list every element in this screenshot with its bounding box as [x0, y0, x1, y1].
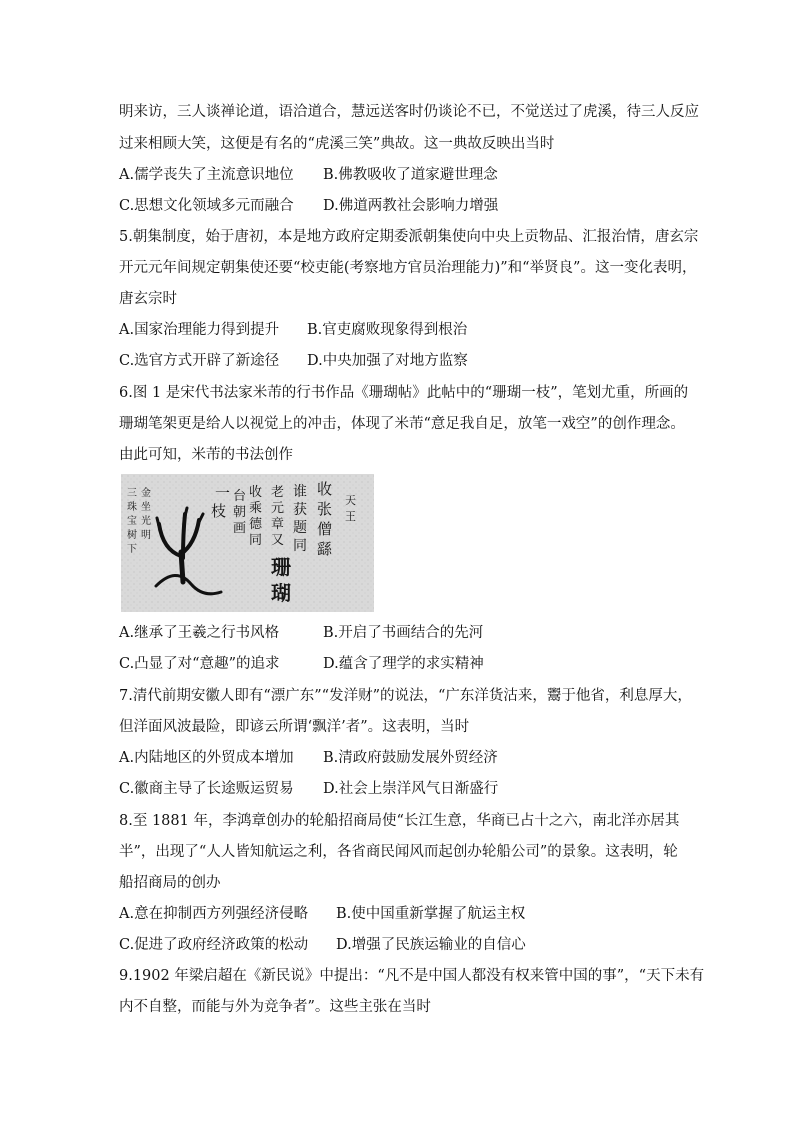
q7-text-line-1: 7.清代前期安徽人即有“漂广东”“发洋财”的说法，“广东洋货沽来，鬻于他省，利息厚大，: [119, 688, 692, 704]
q5-option-d: D.中央加强了对地方监察: [307, 353, 468, 369]
svg-text:画: 画: [233, 521, 247, 536]
q8-text-line-2: 半”，出现了“人人皆知航运之利，各省商民闻风而起创办轮船公司”的景象。这表明，轮: [119, 844, 678, 860]
svg-text:乘: 乘: [249, 501, 263, 516]
q4-option-c: C.思想文化领域多元而融合: [119, 198, 294, 214]
svg-text:宝: 宝: [127, 516, 137, 527]
q5-text-line-2: 开元元年间规定朝集使还要“校吏能(考察地方官员治理能力)”和“举贤良”。这一变化表明，: [119, 260, 697, 276]
svg-text:元: 元: [271, 501, 285, 516]
q4-option-b: B.佛教吸收了道家避世理念: [323, 167, 498, 183]
q4-option-a: A.儒学丧失了主流意识地位: [119, 167, 294, 183]
q5-option-b: B.官吏腐败现象得到根治: [307, 322, 468, 338]
q8-text-line-1: 8.至 1881 年，李鸿章创办的轮船招商局使“长江生意，华商已占十之六，南北洋亦居其: [119, 813, 680, 829]
q8-option-c: C.促进了政府经济政策的松动: [119, 937, 309, 953]
q7-option-a: A.内陆地区的外贸成本增加: [119, 750, 294, 766]
svg-text:天: 天: [345, 494, 356, 507]
svg-text:金: 金: [141, 488, 151, 499]
q4-option-d: D.佛道两教社会影响力增强: [323, 198, 499, 214]
svg-text:同: 同: [293, 538, 307, 554]
svg-text:明: 明: [141, 530, 151, 541]
q9-text-line-2: 内不自整，而能与外为竞争者”。这些主张在当时: [119, 999, 431, 1015]
svg-text:谁: 谁: [293, 484, 307, 500]
q4-text-line-2: 过来相顾大笑，这便是有名的“虎溪三笑”典故。这一典故反映出当时: [119, 136, 555, 152]
svg-text:王: 王: [345, 510, 356, 523]
q7-option-b: B.清政府鼓励发展外贸经济: [323, 750, 498, 766]
svg-text:珠: 珠: [127, 502, 137, 513]
svg-text:僧: 僧: [317, 520, 333, 538]
q5-text-line-1: 5.朝集制度，始于唐初，本是地方政府定期委派朝集使向中央上贡物品、汇报治情，唐玄宗: [119, 229, 699, 245]
svg-text:枝: 枝: [211, 502, 227, 520]
svg-text:老: 老: [271, 485, 285, 500]
q6-option-c: C.凸显了对“意趣”的追求: [119, 656, 280, 672]
svg-text:题: 题: [293, 520, 307, 536]
q5-text-line-3: 唐玄宗时: [119, 291, 177, 307]
q6-text-line-1: 6.图 1 是宋代书法家米芾的行书作品《珊瑚帖》此帖中的“珊瑚一枝”，笔划尤重，所画的: [119, 385, 689, 401]
q7-option-d: D.社会上崇洋风气日渐盛行: [323, 781, 499, 797]
q6-option-d: D.蕴含了理学的求实精神: [323, 656, 484, 672]
coral-calligraphy-figure: [121, 474, 374, 612]
svg-text:获: 获: [293, 502, 307, 518]
svg-text:下: 下: [127, 544, 137, 555]
svg-text:三: 三: [127, 488, 137, 499]
q8-option-d: D.增强了民族运输业的自信心: [336, 937, 526, 953]
svg-text:树: 树: [127, 530, 137, 541]
svg-text:收: 收: [249, 485, 263, 500]
svg-text:一: 一: [215, 484, 231, 502]
svg-text:德: 德: [249, 517, 263, 532]
q6-text-line-2: 珊瑚笔架更是给人以视觉上的冲击，体现了米芾“意足我自足，放笔一戏空”的创作理念。: [119, 416, 685, 432]
svg-text:台: 台: [233, 489, 247, 504]
svg-text:光: 光: [141, 516, 151, 527]
q6-text-line-3: 由此可知，米芾的书法创作: [119, 447, 293, 463]
q4-text-line-1: 明来访，三人谈禅论道，语洽道合，慧远送客时仍谈论不已，不觉送过了虎溪，待三人反应: [119, 104, 699, 120]
q6-option-a: A.继承了王羲之行书风格: [119, 625, 280, 641]
svg-text:又: 又: [271, 533, 285, 548]
q7-option-c: C.徽商主导了长途贩运贸易: [119, 781, 294, 797]
svg-text:坐: 坐: [141, 502, 151, 513]
svg-text:朝: 朝: [233, 505, 247, 520]
svg-text:张: 张: [317, 500, 333, 518]
svg-text:同: 同: [249, 533, 263, 548]
q8-option-a: A.意在抑制西方列强经济侵略: [119, 906, 309, 922]
q9-text-line-1: 9.1902 年梁启超在《新民说》中提出：“凡不是中国人都没有权来管中国的事”，“天下未有: [119, 968, 705, 984]
q5-option-c: C.选官方式开辟了新途径: [119, 353, 280, 369]
q8-text-line-3: 船招商局的创办: [119, 875, 221, 891]
svg-text:章: 章: [271, 517, 285, 532]
q5-option-a: A.国家治理能力得到提升: [119, 322, 280, 338]
svg-text:珊: 珊: [271, 555, 291, 579]
svg-text:繇: 繇: [317, 540, 333, 558]
q8-option-b: B.使中国重新掌握了航运主权: [336, 906, 526, 922]
svg-text:瑚: 瑚: [271, 581, 291, 605]
q6-option-b: B.开启了书画结合的先河: [323, 625, 484, 641]
svg-text:收: 收: [317, 480, 333, 498]
q7-text-line-2: 但洋面风波最险，即谚云所谓‘飘洋’者”。这表明，当时: [119, 719, 470, 735]
